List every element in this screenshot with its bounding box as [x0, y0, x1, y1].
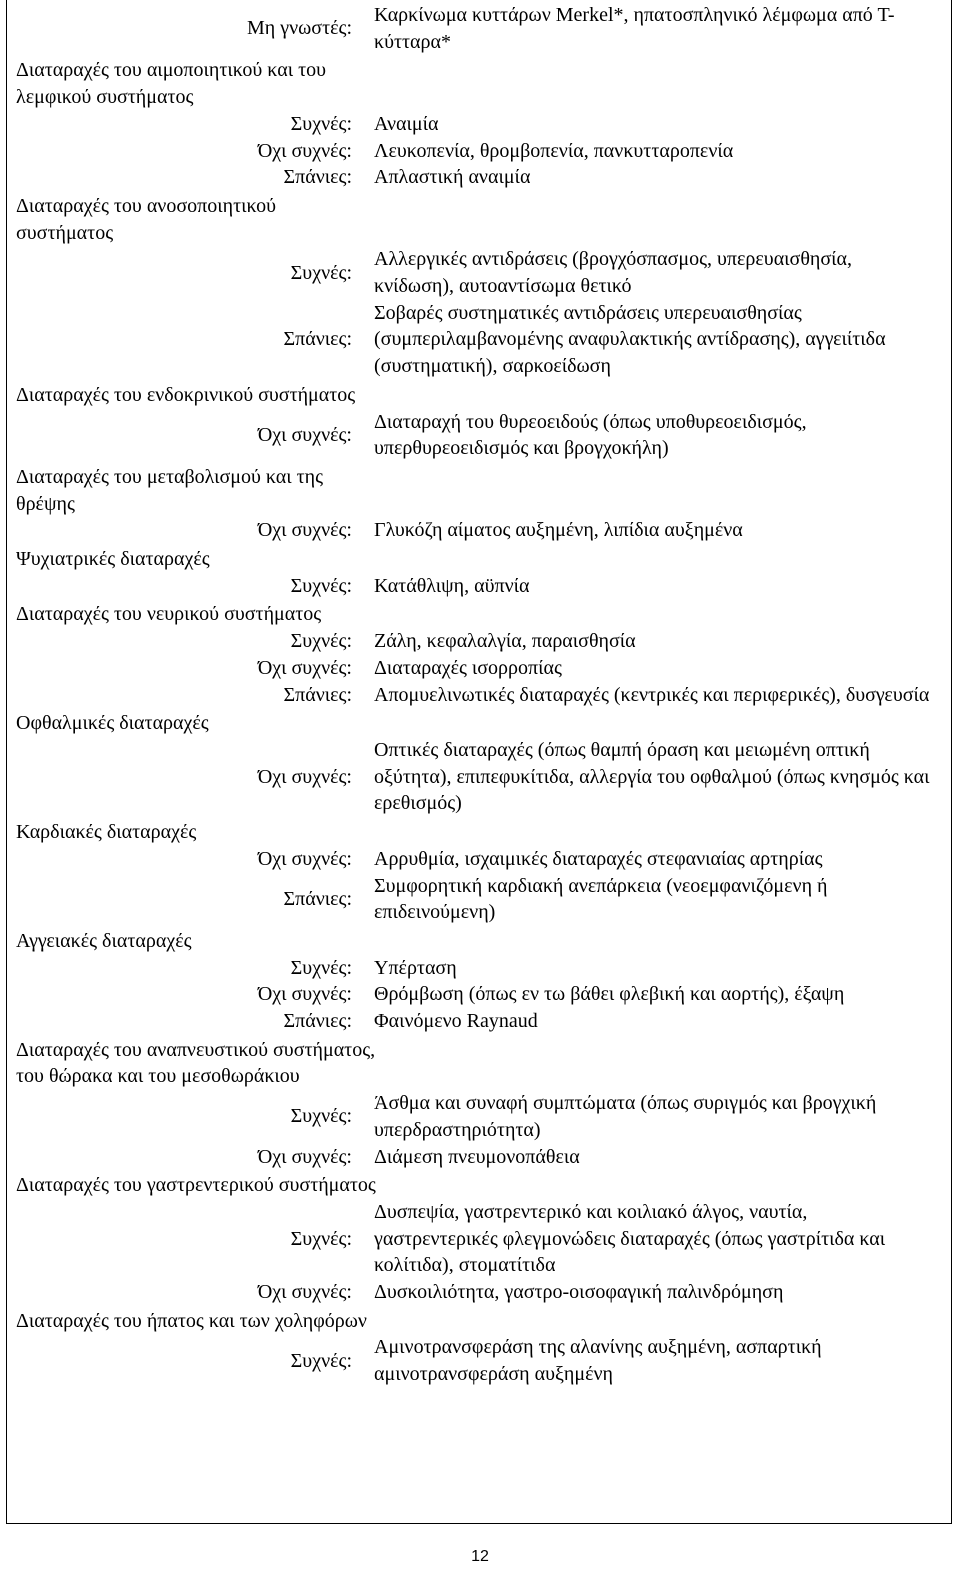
reaction-description: Ζάλη, κεφαλαλγία, παραισθησία	[374, 630, 636, 653]
frequency-row	[16, 1090, 946, 1143]
frequency-label: Συχνές:	[290, 1105, 352, 1128]
frequency-label: Συχνές:	[290, 1349, 352, 1372]
frequency-label: Σπάνιες:	[283, 166, 352, 189]
reaction-description: Αμινοτρανσφεράση της αλανίνης αυξημένη, ασπαρτική αμινοτρανσφεράση αυξημένη	[374, 1336, 822, 1386]
organ-class-heading: Διαταραχές του αναπνευστικού συστήματος, του θώρακα και του μεσοθωράκιου	[16, 1038, 376, 1088]
frequency-label: Όχι συχνές:	[257, 519, 352, 542]
frequency-label: Όχι συχνές:	[257, 423, 352, 446]
frequency-label: Συχνές:	[290, 630, 352, 653]
frequency-row	[16, 1008, 946, 1035]
frequency-row	[16, 1334, 946, 1387]
frequency-label: Συχνές:	[290, 112, 352, 135]
reaction-description: Καρκίνωμα κυττάρων Merkel*, ηπατοσπληνικό λέμφωμα από Τ-κύτταρα*	[374, 4, 895, 53]
frequency-label: Όχι συχνές:	[257, 1281, 352, 1304]
frequency-row	[16, 846, 946, 873]
reaction-description: Απομυελινωτικές διαταραχές (κεντρικές και περιφερικές), δυσγευσία	[374, 683, 930, 706]
frequency-row	[16, 573, 946, 600]
frequency-label: Όχι συχνές:	[257, 847, 352, 870]
reaction-description: Διάμεση πνευμονοπάθεια	[374, 1145, 580, 1168]
organ-class-heading: Διαταραχές του ανοσοποιητικού συστήματος	[16, 194, 277, 244]
reaction-description: Αλλεργικές αντιδράσεις (βρογχόσπασμος, υπερευαισθησία, κνίδωση), αυτοαντίσωμα θετικό	[374, 248, 853, 298]
frequency-row	[16, 981, 946, 1008]
reaction-description: Άσθμα και συναφή συμπτώματα (όπως συριγμός και βρογχική υπερδραστηριότητα)	[374, 1092, 877, 1141]
frequency-row	[16, 409, 946, 462]
frequency-row	[16, 737, 946, 817]
frequency-label: Όχι συχνές:	[257, 656, 352, 679]
reaction-description: Σοβαρές συστηματικές αντιδράσεις υπερευαισθησίας (συμπεριλαμβανομένης αναφυλακτικής αντίδρασης), αγγειίτιδα (συστηματική), σαρκοείδωση	[374, 301, 886, 378]
reaction-description: Δυσπεψία, γαστρεντερικό και κοιλιακό άλγος, ναυτία, γαστρεντερικές φλεγμονώδεις διαταραχές (όπως γαστρίτιδα και κολίτιδα), στοματίτιδα	[374, 1200, 886, 1277]
reaction-description: Δυσκοιλιότητα, γαστρο-οισοφαγική παλινδρόμηση	[374, 1281, 784, 1304]
reaction-description: Υπέρταση	[374, 956, 457, 979]
frequency-row	[16, 873, 946, 926]
frequency-label: Μη γνωστές:	[247, 17, 352, 40]
reaction-description: Λευκοπενία, θρομβοπενία, πανκυτταροπενία	[374, 139, 734, 162]
adverse-reactions-table	[16, 0, 946, 1388]
frequency-row	[16, 628, 946, 655]
organ-class-heading: Διαταραχές του ήπατος και των χοληφόρων	[16, 1309, 367, 1332]
organ-class-heading: Ψυχιατρικές διαταραχές	[16, 548, 210, 571]
frequency-label: Όχι συχνές:	[257, 1145, 352, 1168]
reaction-description: Αρρυθμία, ισχαιμικές διαταραχές στεφανιαίας αρτηρίας	[374, 847, 823, 870]
frequency-row	[16, 1144, 946, 1171]
frequency-label: Σπάνιες:	[283, 887, 352, 910]
frequency-label: Όχι συχνές:	[257, 139, 352, 162]
frequency-row	[16, 111, 946, 138]
frequency-row	[16, 1199, 946, 1279]
organ-class-heading: Καρδιακές διαταραχές	[16, 821, 197, 844]
frequency-row	[16, 517, 946, 544]
reaction-description: Γλυκόζη αίματος αυξημένη, λιπίδια αυξημένα	[374, 519, 743, 542]
frequency-row	[16, 2, 946, 55]
organ-class-heading: Διαταραχές του μεταβολισμού και της θρέψης	[16, 465, 324, 515]
reaction-description: Φαινόμενο Raynaud	[374, 1010, 538, 1033]
frequency-row	[16, 655, 946, 682]
frequency-label: Συχνές:	[290, 261, 352, 284]
frequency-label: Συχνές:	[290, 1227, 352, 1250]
frequency-label: Συχνές:	[290, 956, 352, 979]
reaction-description: Διαταραχές ισορροπίας	[374, 656, 562, 679]
frequency-row	[16, 164, 946, 191]
reaction-description: Αναιμία	[374, 112, 439, 135]
organ-class-heading: Διαταραχές του ενδοκρινικού συστήματος	[16, 383, 356, 406]
page-number: 12	[471, 1548, 489, 1565]
reaction-description: Διαταραχή του θυρεοειδούς (όπως υποθυρεοειδισμός, υπερθυρεοειδισμός και βρογχοκήλη)	[374, 410, 807, 460]
organ-class-heading: Διαταραχές του γαστρεντερικού συστήματος	[16, 1174, 376, 1197]
reaction-description: Θρόμβωση (όπως εν τω βάθει φλεβική και αορτής), έξαψη	[374, 983, 845, 1006]
frequency-row	[16, 300, 946, 380]
frequency-row	[16, 955, 946, 982]
frequency-row	[16, 1279, 946, 1306]
frequency-label: Συχνές:	[290, 574, 352, 597]
organ-class-heading: Οφθαλμικές διαταραχές	[16, 712, 209, 735]
reaction-description: Συμφορητική καρδιακή ανεπάρκεια (νεοεμφανιζόμενη ή επιδεινούμενη)	[374, 874, 828, 924]
frequency-label: Όχι συχνές:	[257, 983, 352, 1006]
frequency-row	[16, 246, 946, 299]
reaction-description: Απλαστική αναιμία	[374, 166, 531, 189]
frequency-row	[16, 138, 946, 165]
reaction-description: Οπτικές διαταραχές (όπως θαμπή όραση και μειωμένη οπτική οξύτητα), επιπεφυκίτιδα, αλλεργία του οφθαλμού (όπως κνησμός και ερεθισμός)	[374, 738, 930, 815]
frequency-label: Σπάνιες:	[283, 683, 352, 706]
frequency-label: Όχι συχνές:	[257, 765, 352, 788]
organ-class-heading: Διαταραχές του αιμοποιητικού και του λεμφικού συστήματος	[16, 59, 327, 109]
reaction-description: Κατάθλιψη, αϋπνία	[374, 574, 530, 597]
organ-class-heading: Διαταραχές του νευρικού συστήματος	[16, 603, 322, 626]
frequency-label: Σπάνιες:	[283, 1010, 352, 1033]
frequency-row	[16, 682, 946, 709]
frequency-label: Σπάνιες:	[283, 328, 352, 351]
organ-class-heading: Αγγειακές διαταραχές	[16, 929, 192, 952]
